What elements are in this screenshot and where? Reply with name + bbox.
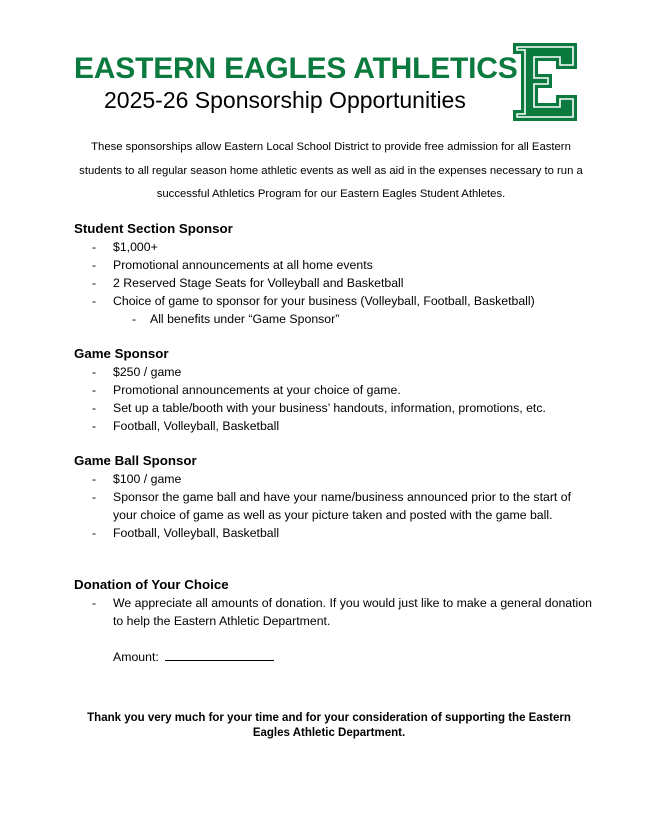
- list-item: - Promotional announcements at all home events: [74, 256, 594, 274]
- list-item: - Promotional announcements at your choice of game.: [74, 381, 594, 399]
- list-item: - 2 Reserved Stage Seats for Volleyball and Basketball: [74, 274, 594, 292]
- list-item: - Set up a table/booth with your business’ handouts, information, promotions, etc.: [74, 399, 594, 417]
- intro-paragraph: These sponsorships allow Eastern Local School District to provide free admission for all Eastern students to all regular season home athletic events as well as aid in the expenses necessary to run a successful Athletics Program for our Eastern Eagles Student Athletes.: [79, 141, 583, 200]
- list-item: - Choice of game to sponsor for your business (Volleyball, Football, Basketball): [74, 292, 594, 310]
- section-title: Game Sponsor: [74, 346, 169, 361]
- list-item: - Sponsor the game ball and have your name/business announced prior to the start of your choice of game as well as your picture taken and posted with the game ball.: [74, 488, 594, 524]
- amount-field: [113, 648, 274, 666]
- section-title: Game Ball Sponsor: [74, 453, 197, 468]
- benefit-list: [74, 594, 594, 630]
- benefit-list: [74, 470, 594, 542]
- section-game-sponsor: [74, 345, 594, 435]
- section-title: Donation of Your Choice: [74, 577, 229, 592]
- eastern-e-logo: [512, 42, 578, 122]
- list-item: - $100 / game: [74, 470, 594, 488]
- amount-blank-line[interactable]: [165, 648, 274, 661]
- section-title: Student Section Sponsor: [74, 221, 233, 236]
- list-item: - Football, Volleyball, Basketball: [74, 524, 594, 542]
- page-title: EASTERN EAGLES ATHLETICS: [74, 52, 518, 85]
- list-item: - We appreciate all amounts of donation. If you would just like to make a general donation to help the Eastern Athletic Department.: [74, 594, 594, 630]
- section-game-ball-sponsor: [74, 452, 594, 542]
- amount-label: Amount:: [113, 650, 159, 664]
- benefit-list: [74, 363, 594, 435]
- page-subtitle: 2025-26 Sponsorship Opportunities: [104, 87, 466, 113]
- benefit-list: [74, 238, 594, 328]
- closing-statement: Thank you very much for your time and for your consideration of supporting the Eastern Eagles Athletic Department.: [87, 712, 571, 739]
- section-student-section-sponsor: [74, 220, 594, 328]
- list-item: - Football, Volleyball, Basketball: [74, 417, 594, 435]
- section-donation: [74, 576, 594, 630]
- list-item: - $1,000+: [74, 238, 594, 256]
- sub-list-item: - All benefits under “Game Sponsor”: [74, 310, 594, 328]
- list-item: - $250 / game: [74, 363, 594, 381]
